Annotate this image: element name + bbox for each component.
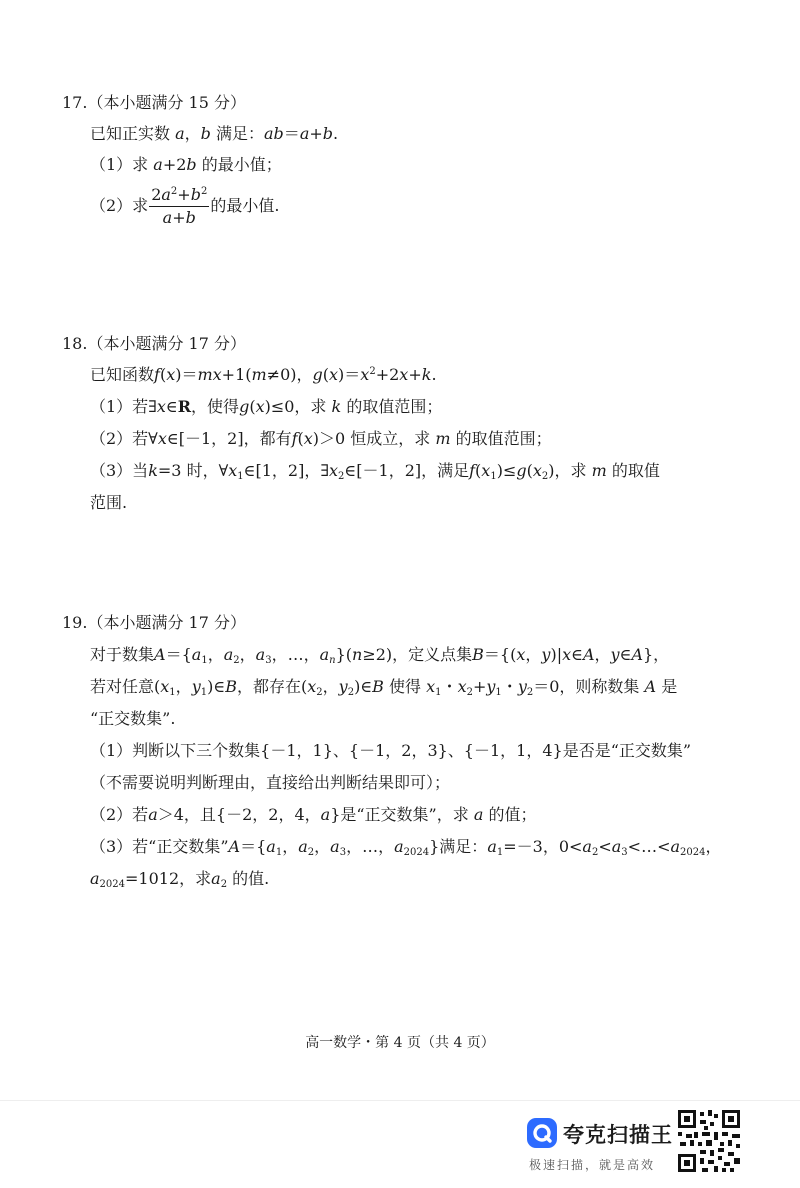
q19-line2: 若对任意($x_1$，$y_1)\in B$，都存在($x_2$，$y_2)\in B$ 使得 $x_1$・$x_2+y_1$・$y_2=0$，则称数集 A 是 [90, 677, 678, 698]
q18-stem: 已知函数f(x)＝mx+1(m≠0)，$g(x)=x^2+2x+k$. [90, 365, 437, 384]
scanner-logo-icon [527, 1118, 557, 1148]
brand-name: 夸克扫描王 [563, 1123, 673, 1147]
q18-part2: （2）若∀x∈[－1，2]，都有f(x)＞0 恒成立，求 m 的取值范围； [90, 429, 552, 448]
q18-part3-tail: 范围. [90, 493, 128, 512]
q17-part2: （2）求 $\frac{2a^2+b^2}{a+b}$ 的最小值. [90, 185, 280, 227]
q19-header: 19.（本小题满分 17 分） [62, 613, 246, 632]
q17-part1: （1）求 a+2b 的最小值； [90, 155, 282, 174]
q19-line3: “正交数集”. [90, 709, 176, 728]
qr-code-icon [678, 1110, 740, 1172]
brand-slogan: 极速扫描，就是高效 [529, 1158, 656, 1172]
q17-stem: 已知正实数 a，b 满足：ab＝a+b. [90, 124, 339, 143]
q19-part2: （2）若a＞4，且{－2，2，4，a}是“正交数集”，求 a 的值； [90, 805, 537, 824]
q19-part3: （3）若“正交数集$”A=\{a_1$，$a_2$，$a_3$，…，$a_{2024}$}满足：$a_1=-3$，$0<a_2<a_3<\dots<a_{2024}$， [90, 837, 722, 858]
q18-part3: （3）当k=3 时，$\forall x_1\in[1$，2]，$\exists x_2\in[-1$，2]，满足$f(x_1)\le g(x_2)$，求 m 的取值 [90, 461, 660, 482]
page-footer: 高一数学・第 4 页（共 4 页） [305, 1035, 495, 1051]
q18-part1: （1）若∃x∈R，使得g(x)≤0，求 k 的取值范围； [90, 397, 443, 416]
q19-part1-note: （不需要说明判断理由，直接给出判断结果即可）； [90, 773, 451, 792]
q18-header: 18.（本小题满分 17 分） [62, 334, 246, 353]
divider [0, 1100, 800, 1101]
scanner-watermark [527, 1112, 677, 1176]
q19-part3-cont: $a_{2024}=1012$，求$a_2$ 的值. [90, 869, 270, 890]
q17-header: 17.（本小题满分 15 分） [62, 93, 246, 112]
q19-part1: （1）判断以下三个数集{－1，1}、{－1，2，3}、{－1，1，4}是否是“正交数集” [90, 741, 692, 760]
fraction-expression: $\frac{2a^2+b^2}{a+b}$ [151, 185, 208, 227]
q19-line1: 对于数集$A=\{a_1$，$a_2$，$a_3$，…，$a_n\}(n\ge 2)$，定义点集B＝{(x，y)|x∈A，y∈A}， [90, 645, 670, 666]
